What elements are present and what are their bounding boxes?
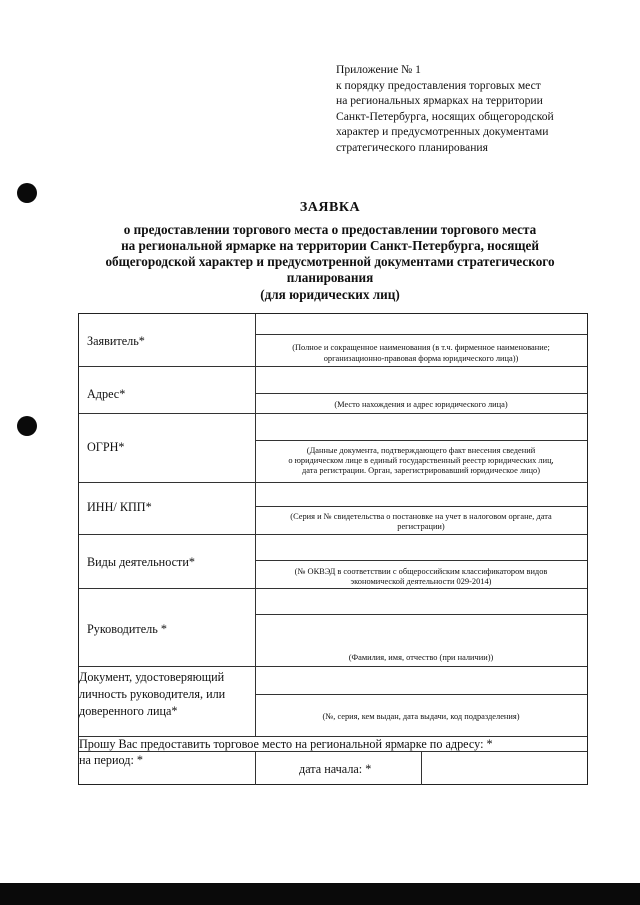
heading-line: планирования <box>286 270 374 285</box>
request-text: Прошу Вас предоставить торговое место на региональной ярмарке по адресу: * <box>79 737 493 751</box>
document-label: Документ, удостоверяющий <box>79 670 225 684</box>
address-hint: (Место нахождения и адрес юридического лица) <box>334 400 508 409</box>
scan-edge-bar <box>0 883 640 905</box>
punch-hole-top <box>17 183 37 203</box>
inn-kpp-hint: (Серия и № свидетельства о постановке на учет в налоговом органе, дата <box>290 512 552 521</box>
period-divider <box>255 751 256 785</box>
document-label: личность руководителя, или <box>79 687 226 701</box>
field-line <box>255 614 587 615</box>
annex-line: на региональных ярмарках на территории <box>336 94 543 108</box>
head-hint: (Фамилия, имя, отчество (при наличии)) <box>348 653 494 662</box>
field-line <box>255 560 587 561</box>
document-label: доверенного лица* <box>79 704 178 718</box>
field-line <box>255 506 587 507</box>
annex-line: характер и предусмотренных документами <box>336 125 549 139</box>
section-divider <box>79 666 587 667</box>
applicant-label: Заявитель* <box>87 334 145 348</box>
activity-hint: (№ ОКВЭД в соответствии с общероссийским классификатором видов <box>294 567 548 576</box>
application-form <box>78 313 588 785</box>
heading-line: общегородской характер и предусмотренной документами стратегического <box>105 254 555 269</box>
section-divider <box>79 366 587 367</box>
field-line <box>255 393 587 394</box>
punch-hole-bottom <box>17 416 37 436</box>
address-label: Адрес* <box>87 387 126 401</box>
section-divider <box>79 534 587 535</box>
field-line <box>255 440 587 441</box>
field-line <box>255 694 587 695</box>
date-divider <box>421 751 422 785</box>
head-label: Руководитель * <box>87 622 167 636</box>
ogrn-label: ОГРН* <box>87 440 125 454</box>
field-line <box>255 334 587 335</box>
inn-kpp-label: ИНН/ КПП* <box>87 500 152 514</box>
period-label: на период: * <box>79 753 143 767</box>
inn-kpp-hint: регистрации) <box>397 522 445 531</box>
section-divider <box>79 413 587 414</box>
annex-line: Санкт-Петербурга, носящих общегородской <box>336 109 554 123</box>
annex-line: к порядку предоставления торговых мест <box>336 78 541 92</box>
section-divider <box>79 588 587 589</box>
applicant-hint: (Полное и сокращенное наименования (в т.ч. фирменное наименование; <box>292 343 550 352</box>
start-date-label: дата начала: * <box>299 762 372 776</box>
annex-line: Приложение № 1 <box>336 63 421 76</box>
applicant-hint: организационно-правовая форма юридического лица)) <box>323 354 519 363</box>
document-hint: (№, серия, кем выдан, дата выдачи, код подразделения) <box>322 712 520 721</box>
heading-line: на региональной ярмарке на территории Санкт-Петербурга, носящей <box>121 238 539 253</box>
activity-label: Виды деятельности* <box>87 555 195 569</box>
ogrn-hint: о юридическом лице в единый государственный реестр юридических лиц, <box>288 456 554 465</box>
ogrn-hint: дата регистрации. Орган, зарегистрировавший юридическое лицо) <box>301 466 540 475</box>
section-divider <box>79 482 587 483</box>
annex-line: стратегического планирования <box>336 140 488 154</box>
activity-hint: экономической деятельности 029-2014) <box>350 577 492 586</box>
heading-line: о предоставлении торгового места о предоставлении торгового места <box>123 222 537 237</box>
ogrn-hint: (Данные документа, подтверждающего факт внесения сведений <box>306 446 536 455</box>
document-title: ЗАЯВКА <box>299 200 361 215</box>
annex-note <box>336 62 626 156</box>
heading-line: (для юридических лиц) <box>260 287 400 302</box>
